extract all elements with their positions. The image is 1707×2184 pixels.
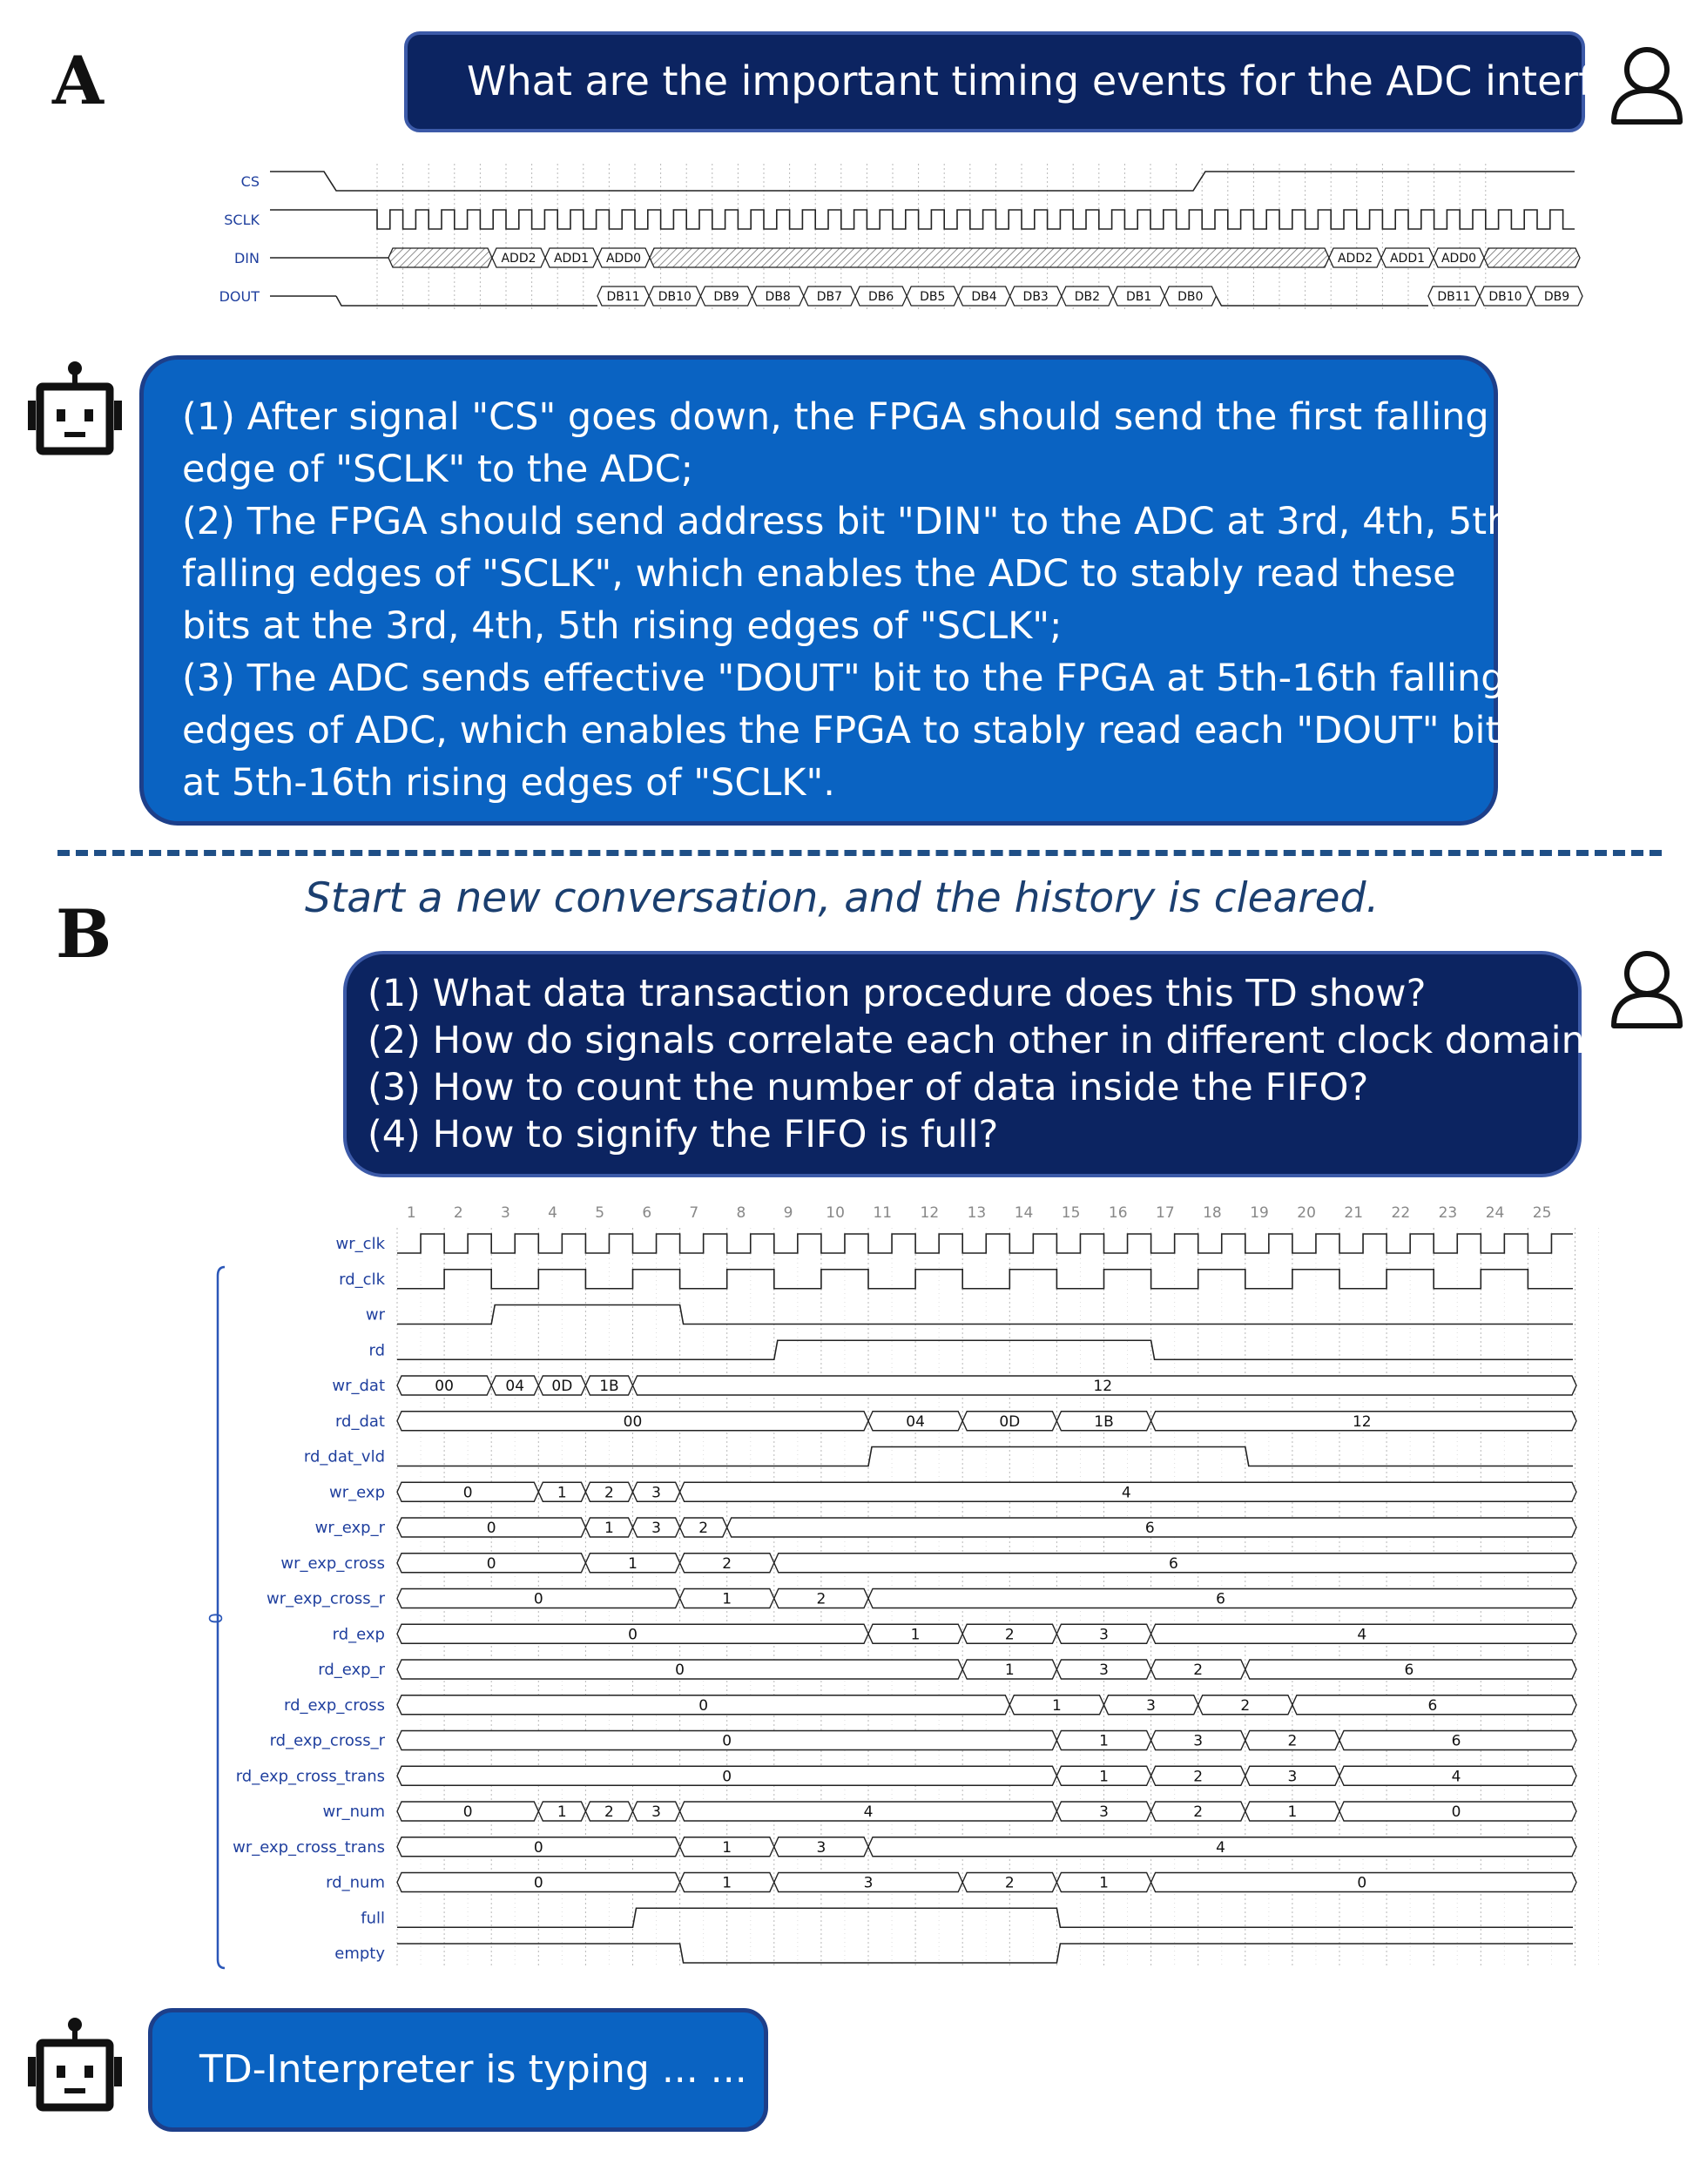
answer-line: (1) After signal "CS" goes down, the FPGA should send the first falling — [182, 395, 1489, 439]
cycle-number: 11 — [873, 1204, 893, 1222]
adc-timing-diagram — [192, 157, 1585, 322]
robot-avatar-icon — [26, 2017, 124, 2114]
cycle-number: 14 — [1014, 1204, 1034, 1222]
bus-value: 4 — [1451, 1768, 1461, 1786]
question-line: (1) What data transaction procedure does this TD show? — [368, 972, 1427, 1015]
bus-value: 6 — [1451, 1732, 1461, 1750]
bus-value: ADD2 — [1337, 252, 1373, 266]
cycle-number: 17 — [1156, 1204, 1175, 1222]
cycle-number: 5 — [595, 1204, 605, 1222]
bus-value: DB10 — [658, 290, 692, 304]
answer-line: edge of "SCLK" to the ADC; — [182, 448, 694, 491]
signal-label: wr_exp — [329, 1483, 385, 1502]
din-dont-care — [1484, 248, 1580, 267]
signal-label: full — [361, 1909, 385, 1928]
bus-value: 1 — [604, 1520, 614, 1537]
cycle-number: 16 — [1108, 1204, 1128, 1222]
wr-clk-waveform — [397, 1234, 1573, 1253]
cycle-number: 15 — [1061, 1204, 1081, 1222]
bus-value: 4 — [1121, 1484, 1131, 1502]
signal-label: rd_num — [326, 1873, 385, 1892]
bus-value: 0 — [533, 1838, 543, 1857]
bus-value: ADD1 — [553, 252, 590, 266]
bus-value: 2 — [604, 1803, 614, 1821]
typing-indicator-bubble — [148, 2008, 768, 2132]
cycle-number: 8 — [736, 1204, 746, 1222]
bus-value: 0 — [1357, 1874, 1367, 1892]
din-dont-care — [650, 248, 1329, 267]
panel-a-question-text: What are the important timing events for the ADC interface? — [467, 57, 1685, 104]
bus-value: 6 — [1168, 1554, 1178, 1573]
bus-value: 0 — [698, 1696, 709, 1715]
dout-low-line — [336, 296, 597, 306]
bus-value: DB9 — [713, 290, 739, 304]
answer-line: (2) The FPGA should send address bit "DIN" to the ADC at 3rd, 4th, 5th — [182, 500, 1511, 543]
bus-value: 0D — [551, 1378, 573, 1395]
user-avatar-icon — [1609, 45, 1684, 125]
dout-low-line — [1216, 296, 1428, 306]
bus-value: 6 — [1216, 1590, 1225, 1608]
question-line: (4) How to signify the FIFO is full? — [368, 1113, 999, 1156]
bus-value: 2 — [698, 1520, 709, 1537]
answer-line: falling edges of "SCLK", which enables the ADC to stably read these — [182, 552, 1456, 596]
bus-value: DB0 — [1177, 290, 1204, 304]
bus-value: 04 — [906, 1412, 925, 1431]
bus-value: DB3 — [1022, 290, 1049, 304]
cycle-number: 6 — [642, 1204, 652, 1222]
signal-label: rd_exp_cross_r — [269, 1731, 385, 1750]
fifo-timing-diagram — [0, 1193, 1707, 1977]
empty-waveform — [397, 1944, 1573, 1963]
signal-label: rd_exp_r — [318, 1661, 385, 1679]
bus-value: 1 — [722, 1874, 732, 1892]
bus-value: 1 — [1099, 1874, 1109, 1892]
bus-value: 0 — [675, 1662, 685, 1679]
typing-indicator-text: TD-Interpreter is typing ... ... — [199, 2047, 747, 2092]
bus-value: 04 — [505, 1378, 525, 1395]
signal-label: rd — [368, 1341, 385, 1360]
bus-value: 0 — [722, 1732, 732, 1750]
bus-value: 0 — [462, 1484, 473, 1502]
cycle-number: 13 — [967, 1204, 987, 1222]
signal-label: wr_exp_cross_r — [266, 1589, 385, 1608]
bus-value: 2 — [1193, 1803, 1204, 1821]
bus-value: DB11 — [606, 290, 640, 304]
bus-value: 4 — [863, 1803, 874, 1821]
cycle-number: 7 — [689, 1204, 699, 1222]
bus-value: 2 — [1004, 1874, 1015, 1892]
bus-value: 4 — [1357, 1626, 1367, 1644]
bus-value: 1 — [557, 1484, 567, 1502]
bus-value: 2 — [1193, 1662, 1204, 1679]
question-line: (3) How to count the number of data inside the FIFO? — [368, 1066, 1369, 1109]
bus-value: 00 — [623, 1412, 643, 1431]
signal-label: rd_clk — [339, 1270, 385, 1289]
bus-value: 1B — [1094, 1412, 1114, 1431]
signal-label: wr_exp_cross — [280, 1554, 385, 1573]
cs-waveform — [270, 172, 1575, 191]
bus-value: 12 — [1093, 1378, 1113, 1395]
bus-value: 3 — [651, 1803, 661, 1821]
signal-label: rd_dat_vld — [303, 1447, 385, 1466]
signal-label: wr_num — [322, 1803, 385, 1821]
user-avatar-icon — [1609, 949, 1684, 1029]
panel-b-letter: B — [56, 895, 112, 973]
bus-value: DB6 — [867, 290, 894, 304]
cycle-number: 20 — [1297, 1204, 1316, 1222]
bus-value: DB7 — [816, 290, 843, 304]
bus-value: 3 — [1099, 1803, 1109, 1821]
sclk-waveform — [270, 210, 1575, 229]
bus-value: DB1 — [1125, 290, 1152, 304]
rd-waveform — [397, 1340, 1573, 1359]
wr-waveform — [397, 1305, 1573, 1325]
signal-label: wr_exp_cross_trans — [233, 1837, 385, 1857]
bus-value: DB8 — [765, 290, 791, 304]
bus-value: 3 — [863, 1874, 874, 1892]
signal-label: DOUT — [219, 288, 260, 305]
signal-label: rd_exp_cross_trans — [235, 1767, 385, 1786]
bus-value: 2 — [1240, 1696, 1251, 1715]
bus-value: 3 — [1099, 1662, 1109, 1679]
bus-value: 1 — [1004, 1662, 1015, 1679]
bus-value: DB4 — [971, 290, 997, 304]
panel-a-letter: A — [52, 42, 104, 119]
bus-value: 2 — [604, 1484, 614, 1502]
robot-avatar-icon — [26, 361, 124, 458]
cycle-number: 9 — [783, 1204, 793, 1222]
bus-value: DB2 — [1074, 290, 1101, 304]
bus-value: 0 — [628, 1626, 638, 1644]
cycle-number: 2 — [453, 1204, 463, 1222]
bus-value: 6 — [1404, 1662, 1414, 1679]
panel-b-question-bubble — [343, 951, 1625, 1177]
cycle-number: 12 — [920, 1204, 940, 1222]
signal-label: wr_dat — [332, 1377, 385, 1395]
bus-value: 1 — [1099, 1732, 1109, 1750]
cycle-number: 21 — [1344, 1204, 1364, 1222]
bus-value: 0 — [486, 1554, 496, 1573]
answer-line: bits at the 3rd, 4th, 5th rising edges of "SCLK"; — [182, 604, 1063, 648]
cycle-number: 24 — [1485, 1204, 1505, 1222]
answer-line: edges of ADC, which enables the FPGA to stably read each "DOUT" bit — [182, 709, 1501, 752]
signal-label: SCLK — [224, 212, 260, 228]
bus-value: 2 — [1287, 1732, 1298, 1750]
full-waveform — [397, 1908, 1573, 1927]
bus-value: 2 — [1193, 1768, 1204, 1786]
rd-clk-waveform — [397, 1270, 1573, 1289]
bus-value: 1 — [628, 1554, 638, 1573]
bus-value: 1 — [557, 1803, 567, 1821]
cycle-number: 19 — [1250, 1204, 1269, 1222]
cycle-number: 1 — [406, 1204, 416, 1222]
bus-value: 3 — [1146, 1696, 1157, 1715]
bus-value: DB10 — [1488, 290, 1522, 304]
bus-value: ADD1 — [1389, 252, 1426, 266]
bus-value: 6 — [1144, 1520, 1155, 1537]
bus-value: 3 — [651, 1520, 661, 1537]
bus-value: 6 — [1427, 1696, 1438, 1715]
cycle-number: 22 — [1391, 1204, 1411, 1222]
cycle-number: 23 — [1438, 1204, 1458, 1222]
bus-value: DB5 — [920, 290, 946, 304]
bus-value: ADD2 — [501, 252, 536, 266]
bus-value: 3 — [1193, 1732, 1204, 1750]
cycle-number: 3 — [501, 1204, 510, 1222]
answer-line: (3) The ADC sends effective "DOUT" bit to the FPGA at 5th-16th falling — [182, 657, 1505, 700]
answer-line: at 5th-16th rising edges of "SCLK". — [182, 761, 835, 805]
conversation-divider — [57, 850, 1662, 856]
signal-label: empty — [334, 1945, 385, 1963]
bus-value: 12 — [1352, 1412, 1372, 1431]
bus-value: 2 — [722, 1554, 732, 1573]
bus-value: 3 — [816, 1838, 827, 1857]
bus-value: 2 — [816, 1590, 827, 1608]
panel-a-answer-bubble — [139, 355, 1511, 826]
bus-value: 0 — [533, 1590, 543, 1608]
bus-value: 2 — [1004, 1626, 1015, 1644]
bus-value: 0 — [722, 1768, 732, 1786]
question-line: (2) How do signals correlate each other in different clock domains? — [368, 1019, 1625, 1062]
cycle-number: 18 — [1203, 1204, 1222, 1222]
history-cleared-note: Start a new conversation, and the history is cleared. — [305, 874, 1380, 922]
bus-value: 1 — [910, 1626, 921, 1644]
bus-value: 3 — [1099, 1626, 1109, 1644]
bus-value: 1 — [1051, 1696, 1062, 1715]
cycle-number: 10 — [826, 1204, 845, 1222]
bus-value: 3 — [651, 1484, 661, 1502]
rd-dat-vld-waveform — [397, 1447, 1573, 1466]
signal-label: DIN — [233, 250, 260, 266]
bus-value: 1 — [722, 1590, 732, 1608]
signal-label: wr_clk — [335, 1235, 385, 1253]
signal-group-label: 0 — [205, 1613, 226, 1624]
bus-value: 0 — [486, 1520, 496, 1537]
bus-value: 1 — [1287, 1803, 1298, 1821]
signal-label: rd_exp — [332, 1625, 385, 1644]
bus-value: 1 — [722, 1838, 732, 1857]
signal-label: rd_exp_cross — [283, 1695, 385, 1715]
bus-value: 0 — [462, 1803, 473, 1821]
cycle-number: 4 — [548, 1204, 557, 1222]
bus-value: ADD0 — [1440, 252, 1477, 266]
bus-value: ADD0 — [605, 252, 642, 266]
bus-value: DB9 — [1543, 290, 1570, 304]
bus-value: 0D — [999, 1412, 1021, 1431]
signal-label: wr_exp_r — [314, 1519, 385, 1537]
bus-value: 00 — [435, 1378, 454, 1395]
bus-value: 0 — [533, 1874, 543, 1892]
bus-value: 0 — [1451, 1803, 1461, 1821]
bus-value: DB11 — [1437, 290, 1471, 304]
bus-value: 4 — [1216, 1838, 1225, 1857]
bus-value: 1 — [1099, 1768, 1109, 1786]
cycle-number: 25 — [1532, 1204, 1552, 1222]
bus-value: 3 — [1287, 1768, 1298, 1786]
bus-value: 1B — [599, 1378, 619, 1395]
din-dont-care — [388, 248, 492, 267]
panel-a-question-bubble — [404, 31, 1685, 132]
signal-label: rd_dat — [334, 1412, 385, 1431]
signal-label: CS — [240, 173, 260, 190]
signal-label: wr — [365, 1305, 385, 1325]
